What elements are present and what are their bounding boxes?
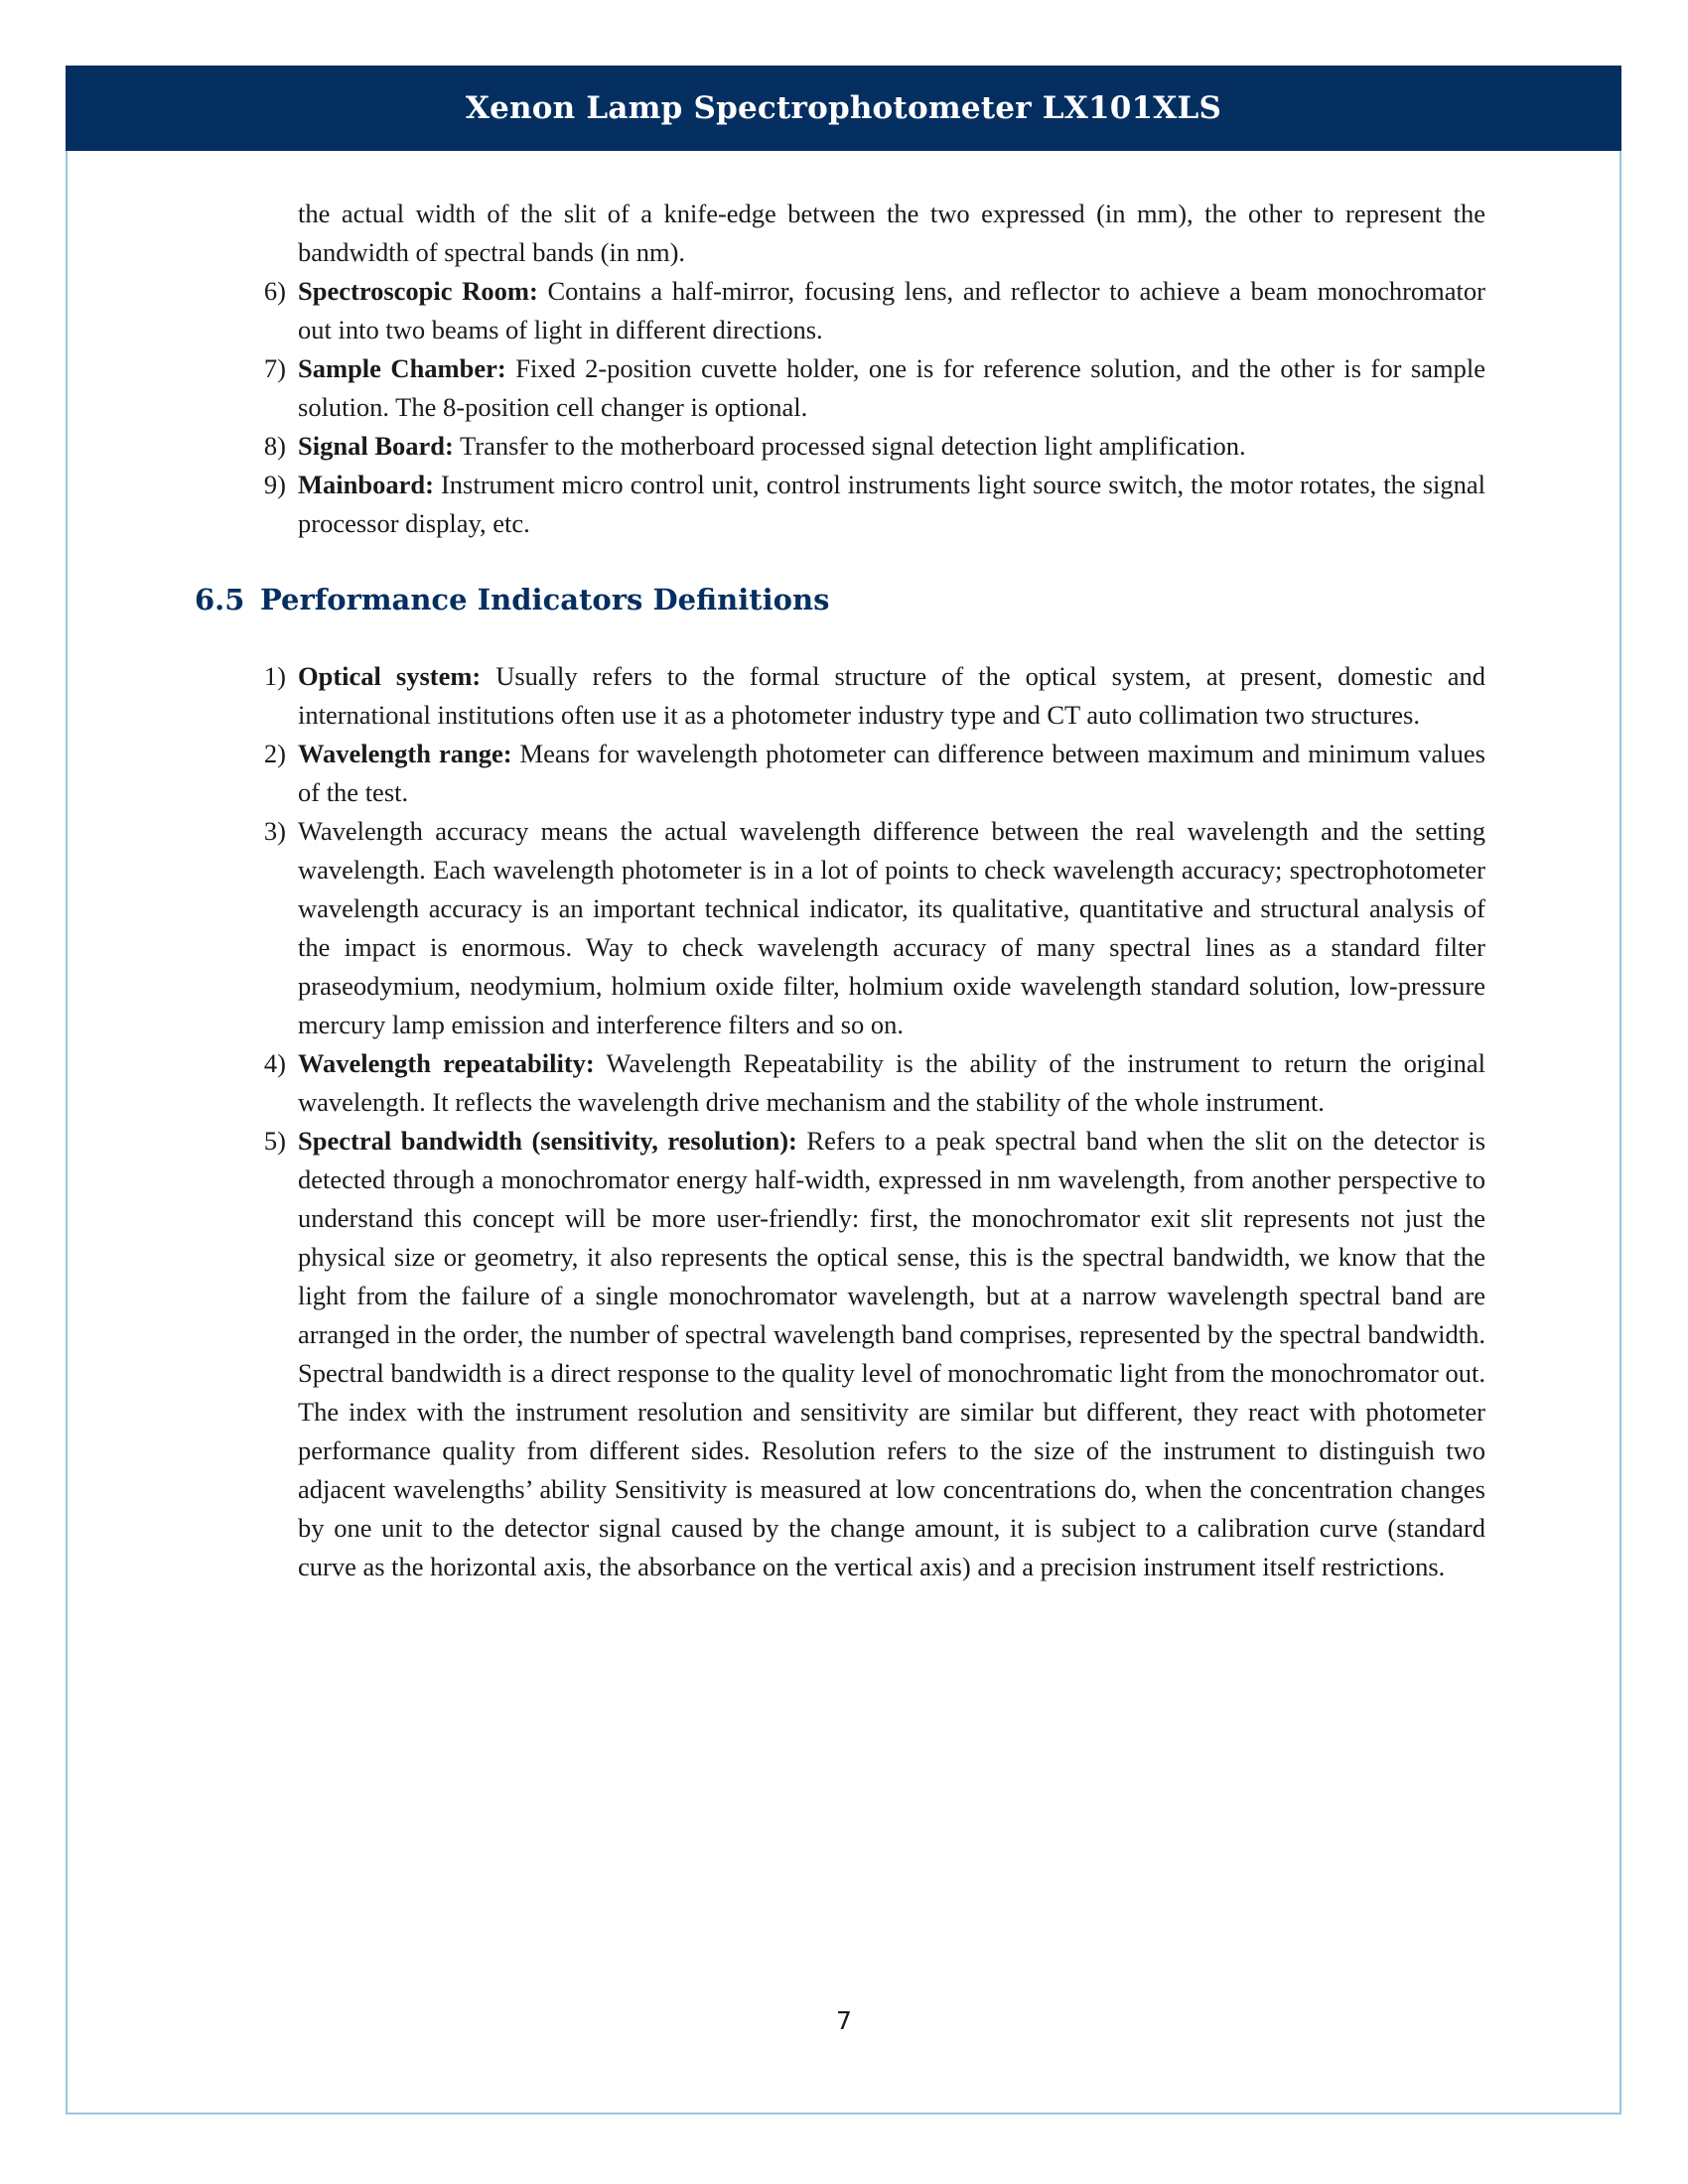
list-item-term: Mainboard: xyxy=(298,470,434,499)
list-item-number: 3) xyxy=(263,816,286,846)
continued-paragraph: the actual width of the slit of a knife-edge between the two expressed (in mm), the other to represent the bandwidth of spectral bands (in nm). xyxy=(298,199,1485,267)
list-item xyxy=(195,1122,1485,1586)
list-item-number: 8) xyxy=(263,431,286,461)
list-item-term: Sample Chamber: xyxy=(298,353,506,383)
page-content xyxy=(195,195,1485,1586)
list-item-number: 1) xyxy=(263,661,286,691)
list-item-text: Wavelength Repeatability is the ability of the instrument to return the original wavelength. It reflects the wavelength drive mechanism and the stability of the whole instrument. xyxy=(298,1048,1485,1117)
components-list xyxy=(195,272,1485,543)
section-title: Performance Indicators Definitions xyxy=(260,583,830,616)
list-item-number: 2) xyxy=(263,739,286,768)
definitions-list xyxy=(195,657,1485,1586)
list-item-text: Wavelength accuracy means the actual wavelength difference between the real wavelength and the setting wavelength. Each wavelength photometer is in a lot of points to check wavelength accuracy; spectrophotometer wavelength accuracy is an important technical indicator, its qualitative, quantitative and structural analysis of the impact is enormous. Way to check wavelength accuracy of many spectral lines as a standard filter praseodymium, neodymium, holmium oxide filter, holmium oxide wavelength standard solution, low-pressure mercury lamp emission and interference filters and so on. xyxy=(298,816,1485,1039)
list-item-text: Means for wavelength photometer can difference between maximum and minimum values of the test. xyxy=(298,739,1485,807)
list-item xyxy=(195,466,1485,543)
list-item-number: 9) xyxy=(263,470,286,499)
list-item-term: Spectral bandwidth (sensitivity, resolution): xyxy=(298,1126,797,1156)
page-number: 7 xyxy=(836,2006,852,2035)
list-item xyxy=(195,735,1485,812)
list-item-text: Instrument micro control unit, control instruments light source switch, the motor rotates, the signal processor display, etc. xyxy=(298,470,1485,538)
list-item xyxy=(195,657,1485,735)
list-item xyxy=(195,427,1485,466)
list-item-term: Signal Board: xyxy=(298,431,454,461)
list-item xyxy=(195,349,1485,427)
section-heading xyxy=(195,581,1485,619)
list-item xyxy=(195,812,1485,1044)
list-item-text: Usually refers to the formal structure of the optical system, at present, domestic and international institutions often use it as a photometer industry type and CT auto collimation two structures. xyxy=(298,661,1486,730)
list-item-number: 7) xyxy=(263,353,286,383)
list-item-text: Contains a half-mirror, focusing lens, and reflector to achieve a beam monochromator out into two beams of light in different directions. xyxy=(298,276,1485,344)
section-number: 6.5 xyxy=(195,583,245,616)
list-item-term: Spectroscopic Room: xyxy=(298,276,538,306)
list-item-number: 4) xyxy=(263,1048,286,1078)
list-item xyxy=(195,1044,1485,1122)
list-item-term: Wavelength repeatability: xyxy=(298,1048,595,1078)
list-item-text: Transfer to the motherboard processed signal detection light amplification. xyxy=(459,431,1246,461)
document-title: Xenon Lamp Spectrophotometer LX101XLS xyxy=(465,90,1222,126)
list-item-number: 5) xyxy=(263,1126,286,1156)
list-item-text: Refers to a peak spectral band when the slit on the detector is detected through a monochromator energy half-width, expressed in nm wavelength, from another perspective to understand this concept will be more user-friendly: first, the monochromator exit slit represents not just the physical size or geometry, it also represents the optical sense, this is the spectral bandwidth, we know that the light from the failure of a single monochromator wavelength, but at a narrow wavelength spectral band are arranged in the order, the number of spectral wavelength band comprises, represented by the spectral bandwidth. Spectral bandwidth is a direct response to the quality level of monochromatic light from the monochromator out. The index with the instrument resolution and sensitivity are similar but different, they react with photometer performance quality from different sides. Resolution refers to the size of the instrument to distinguish two adjacent wavelengths’ ability Sensitivity is measured at low concentrations do, when the concentration changes by one unit to the detector signal caused by the change amount, it is subject to a calibration curve (standard curve as the horizontal axis, the absorbance on the vertical axis) and a precision instrument itself restrictions. xyxy=(298,1126,1486,1581)
list-item-text: Fixed 2-position cuvette holder, one is for reference solution, and the other is for sample solution. The 8-position cell changer is optional. xyxy=(298,353,1486,422)
list-item xyxy=(195,272,1485,349)
list-item-term: Wavelength range: xyxy=(298,739,512,768)
list-item-number: 6) xyxy=(263,276,286,306)
list-item-term: Optical system: xyxy=(298,661,482,691)
page-header xyxy=(66,66,1621,151)
